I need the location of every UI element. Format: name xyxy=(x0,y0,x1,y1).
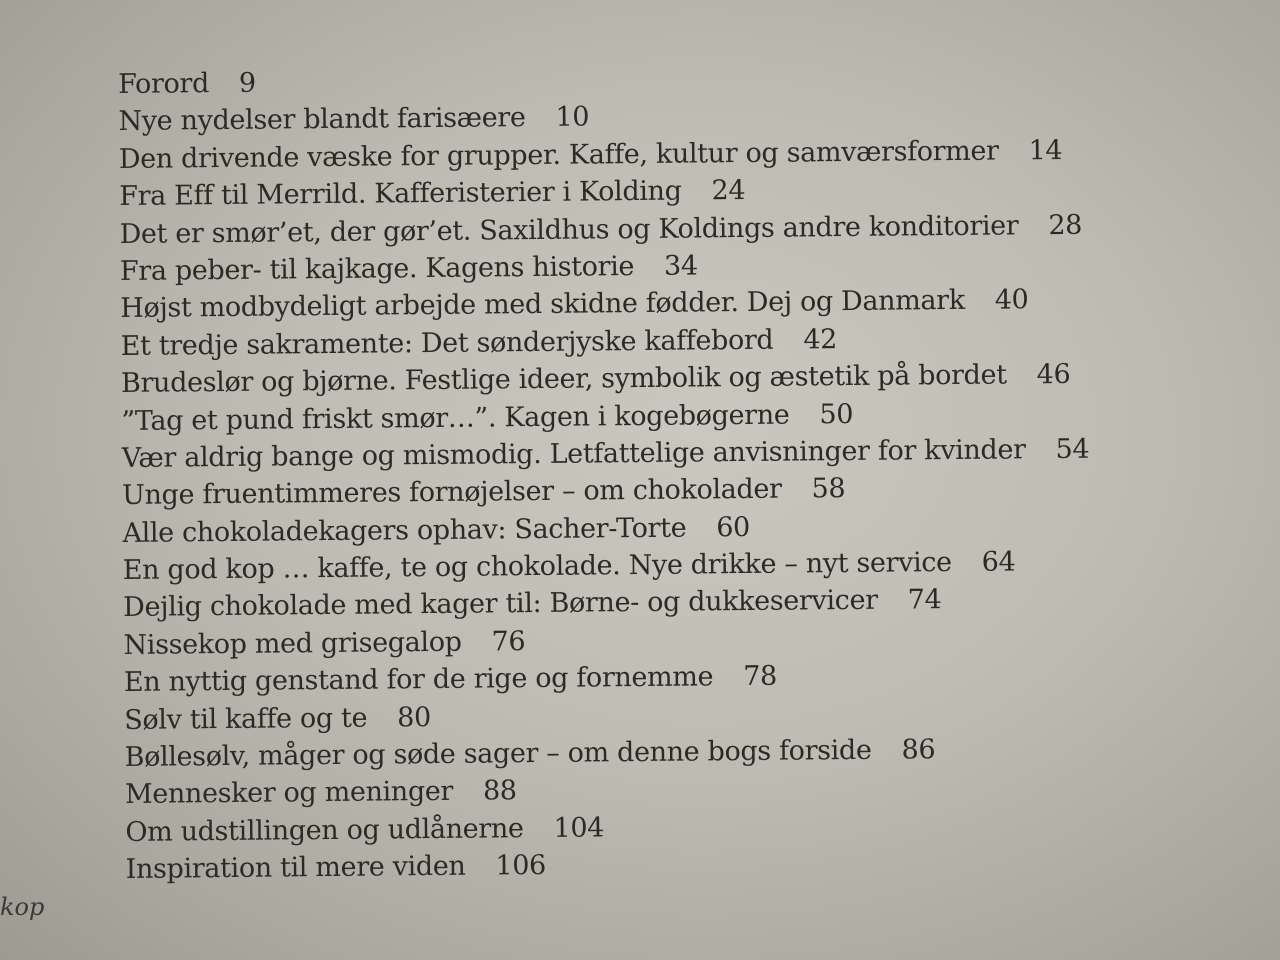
toc-entry-title: Inspiration til mere viden xyxy=(125,850,466,886)
toc-entry-page-number: 34 xyxy=(663,250,698,282)
toc-entry-page-number: 14 xyxy=(1028,134,1063,167)
table-of-contents xyxy=(118,55,1226,888)
toc-entry-page-number: 76 xyxy=(491,625,526,658)
toc-entry-page-number: 106 xyxy=(495,850,547,882)
toc-entry-title: Vær aldrig bange og mismodig. Letfattelige anvisninger for kvinder xyxy=(121,434,1026,474)
toc-entry-title: Bøllesølv, måger og søde sager – om denne bogs forside xyxy=(124,734,872,773)
toc-entry-title: Dejlig chokolade med kager til: Børne- og dukkeservicer xyxy=(123,585,878,624)
toc-entry-page-number: 9 xyxy=(238,67,256,99)
toc-entry-title: Fra Eff til Merrild. Kafferisterier i Kolding xyxy=(119,175,682,213)
toc-entry-page-number: 64 xyxy=(981,546,1016,578)
toc-entry-title: En nyttig genstand for de rige og fornemme xyxy=(123,661,714,699)
toc-entry-page-number: 46 xyxy=(1036,358,1071,391)
toc-entry-title: ”Tag et pund friskt smør…”. Kagen i kogebøgerne xyxy=(121,399,790,437)
toc-entry-title: Det er smør’et, der gør’et. Saxildhus og Koldings andre konditorier xyxy=(119,209,1019,250)
toc-entry-title: Nye nydelser blandt farisæere xyxy=(118,102,526,138)
toc-entry-title: Et tredje sakramente: Det sønderjyske kaffebord xyxy=(120,324,774,362)
toc-entry-page-number: 86 xyxy=(901,734,936,766)
toc-entry-page-number: 54 xyxy=(1055,433,1090,465)
toc-entry-page-number: 80 xyxy=(397,701,431,733)
toc-entry-page-number: 74 xyxy=(907,584,942,616)
toc-entry-title: Brudeslør og bjørne. Festlige ideer, symbolik og æstetik på bordet xyxy=(120,359,1007,400)
toc-entry-title: Fra peber- til kajkage. Kagens historie xyxy=(119,251,635,287)
toc-entry-title: Den drivende væske for grupper. Kaffe, kultur og samværsformer xyxy=(118,135,999,175)
toc-entry-page-number: 88 xyxy=(482,775,517,807)
margin-text-fragment: kop xyxy=(0,893,45,921)
toc-entry-page-number: 58 xyxy=(811,473,846,505)
toc-entry-page-number: 104 xyxy=(553,812,605,844)
toc-entry-title: Nissekop med grisegalop xyxy=(123,626,462,661)
toc-entry-page-number: 24 xyxy=(711,175,746,207)
toc-entry-title: En god kop … kaffe, te og chokolade. Nye drikke – nyt service xyxy=(122,547,952,587)
toc-entry-title: Mennesker og meninger xyxy=(124,776,454,811)
toc-entry-page-number: 28 xyxy=(1048,209,1083,241)
toc-entry-title: Forord xyxy=(118,68,210,100)
toc-entry-page-number: 78 xyxy=(743,660,778,693)
toc-entry-title: Unge fruentimmeres fornøjelser – om chokolader xyxy=(121,473,782,512)
toc-entry-title: Højst modbydeligt arbejde med skidne fødder. Dej og Danmark xyxy=(120,285,965,325)
toc-entry-page-number: 42 xyxy=(803,323,838,356)
toc-entry-title: Sølv til kaffe og te xyxy=(124,702,368,736)
toc-entry-page-number: 60 xyxy=(716,511,751,543)
toc-entry-title: Om udstillingen og udlånerne xyxy=(125,812,524,848)
toc-entry-page-number: 50 xyxy=(819,398,854,430)
toc-entry-title: Alle chokoladekagers ophav: Sacher-Torte xyxy=(122,512,687,549)
toc-entry-page-number: 40 xyxy=(994,284,1029,316)
toc-entry-page-number: 10 xyxy=(555,101,590,134)
